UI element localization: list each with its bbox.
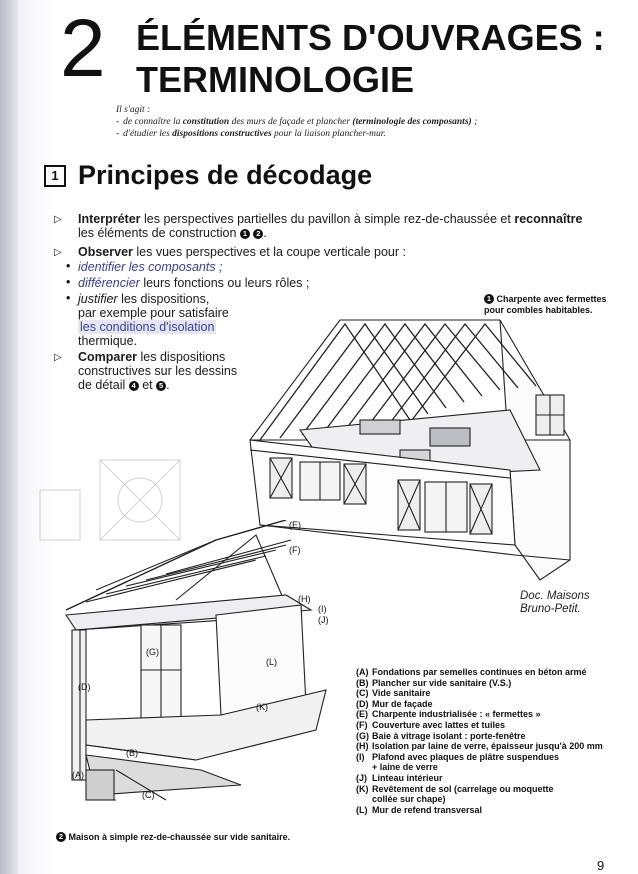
section-number-box: 1: [44, 165, 66, 187]
instruction-compare: Comparer les dispositions constructives sur les dessins de détail 4 et 5 .: [78, 350, 238, 392]
legend-item-continued: + laine de verre: [372, 762, 438, 773]
bullet-dot: •: [66, 275, 71, 289]
chapter-aims: [116, 104, 477, 140]
legend-item: (A) Fondations par semelles continues en béton armé: [356, 667, 587, 677]
callout-L: (L): [266, 657, 277, 667]
ref-circle-5: 5: [156, 381, 166, 391]
triangle-marker-1: ▷: [54, 214, 62, 225]
bullet-differentiate: différencier leurs fonctions ou leurs rôles ;: [78, 276, 310, 290]
aims-line1: - de connaître la constitution des murs de façade et plancher (terminologie des composants) ;: [116, 117, 478, 127]
section-title: Principes de décodage: [78, 160, 373, 190]
callout-K: (K): [256, 702, 268, 712]
page-number: 9: [597, 858, 605, 873]
legend-item: (J) Linteau intérieur: [356, 772, 443, 783]
legend: [356, 667, 603, 815]
instruction-interpret: Interpréter les perspectives partielles du pavillon à simple rez-de-chaussée et reconnaître les éléments de construction 1 2 .: [78, 212, 583, 240]
legend-item: (E) Charpente industrialisée : « fermettes »: [356, 709, 541, 720]
callout-I: (I): [318, 604, 327, 614]
bullet-dot: •: [66, 259, 71, 273]
figure2-section-illustration: [56, 520, 346, 810]
callout-G: (G): [146, 647, 159, 657]
legend-item: (L) Mur de refend transversal: [356, 804, 483, 815]
bullet-justify: justifier les dispositions,: [78, 292, 210, 306]
triangle-marker-2: ▷: [54, 247, 62, 258]
section-heading: [44, 160, 372, 191]
bullet-justify-line3: les conditions d'isolation: [80, 320, 215, 334]
aims-intro: Il s'agit :: [116, 105, 151, 115]
document-source: Doc. Maisons Bruno-Petit.: [520, 590, 590, 615]
figure2-number: 2: [56, 832, 66, 842]
bullet-dot: •: [66, 291, 71, 305]
bullet-justify-line2: par exemple pour satisfaire: [78, 306, 229, 320]
triangle-marker-3: ▷: [54, 352, 62, 363]
legend-item: (F) Couverture avec lattes et tuiles: [356, 719, 506, 730]
legend-item: (K) Revêtement de sol (carrelage ou moquette: [356, 783, 554, 794]
chapter-title-line1: ÉLÉMENTS D'OUVRAGES :: [136, 17, 605, 58]
callout-B: (B): [126, 748, 138, 758]
aims-line2: - d'étudier les dispositions constructives pour la liaison plancher-mur.: [116, 129, 386, 139]
ref-circle-1: 1: [240, 229, 250, 239]
callout-J: (J): [318, 615, 329, 625]
legend-item: (D) Mur de façade: [356, 698, 433, 709]
legend-item-continued: collée sur chape): [372, 794, 446, 805]
legend-item: (H) Isolation par laine de verre, épaisseur jusqu'à 200 mm: [356, 741, 603, 752]
callout-E: (E): [289, 520, 301, 530]
page-binding-shadow: [0, 0, 18, 874]
ref-circle-2: 2: [253, 229, 263, 239]
figure1-caption: 1 Charpente avec fermettes pour combles habitables.: [484, 294, 607, 315]
callout-H: (H): [298, 594, 311, 604]
legend-item: (C) Vide sanitaire: [356, 688, 431, 699]
callout-D: (D): [78, 682, 91, 692]
figure1-number: 1: [484, 294, 494, 304]
legend-item: (B) Plancher sur vide sanitaire (V.S.): [356, 677, 512, 688]
chapter-title-line2: TERMINOLOGIE: [136, 59, 414, 100]
callout-A: (A): [72, 770, 84, 780]
figure2-caption: 2 Maison à simple rez-de-chaussée sur vide sanitaire.: [56, 832, 290, 843]
bullet-justify-line4: thermique.: [78, 334, 138, 348]
callout-C: (C): [142, 790, 155, 800]
ref-circle-4: 4: [129, 381, 139, 391]
bullet-identify: identifier les composants ;: [78, 260, 223, 274]
callout-F: (F): [289, 545, 301, 555]
legend-item: (I) Plafond avec plaques de plâtre suspendues: [356, 751, 560, 762]
legend-item: (G) Baie à vitrage isolant : porte-fenêtre: [356, 730, 526, 741]
chapter-number: 2: [60, 3, 104, 94]
instruction-observe: Observer les vues perspectives et la coupe verticale pour :: [78, 245, 406, 259]
